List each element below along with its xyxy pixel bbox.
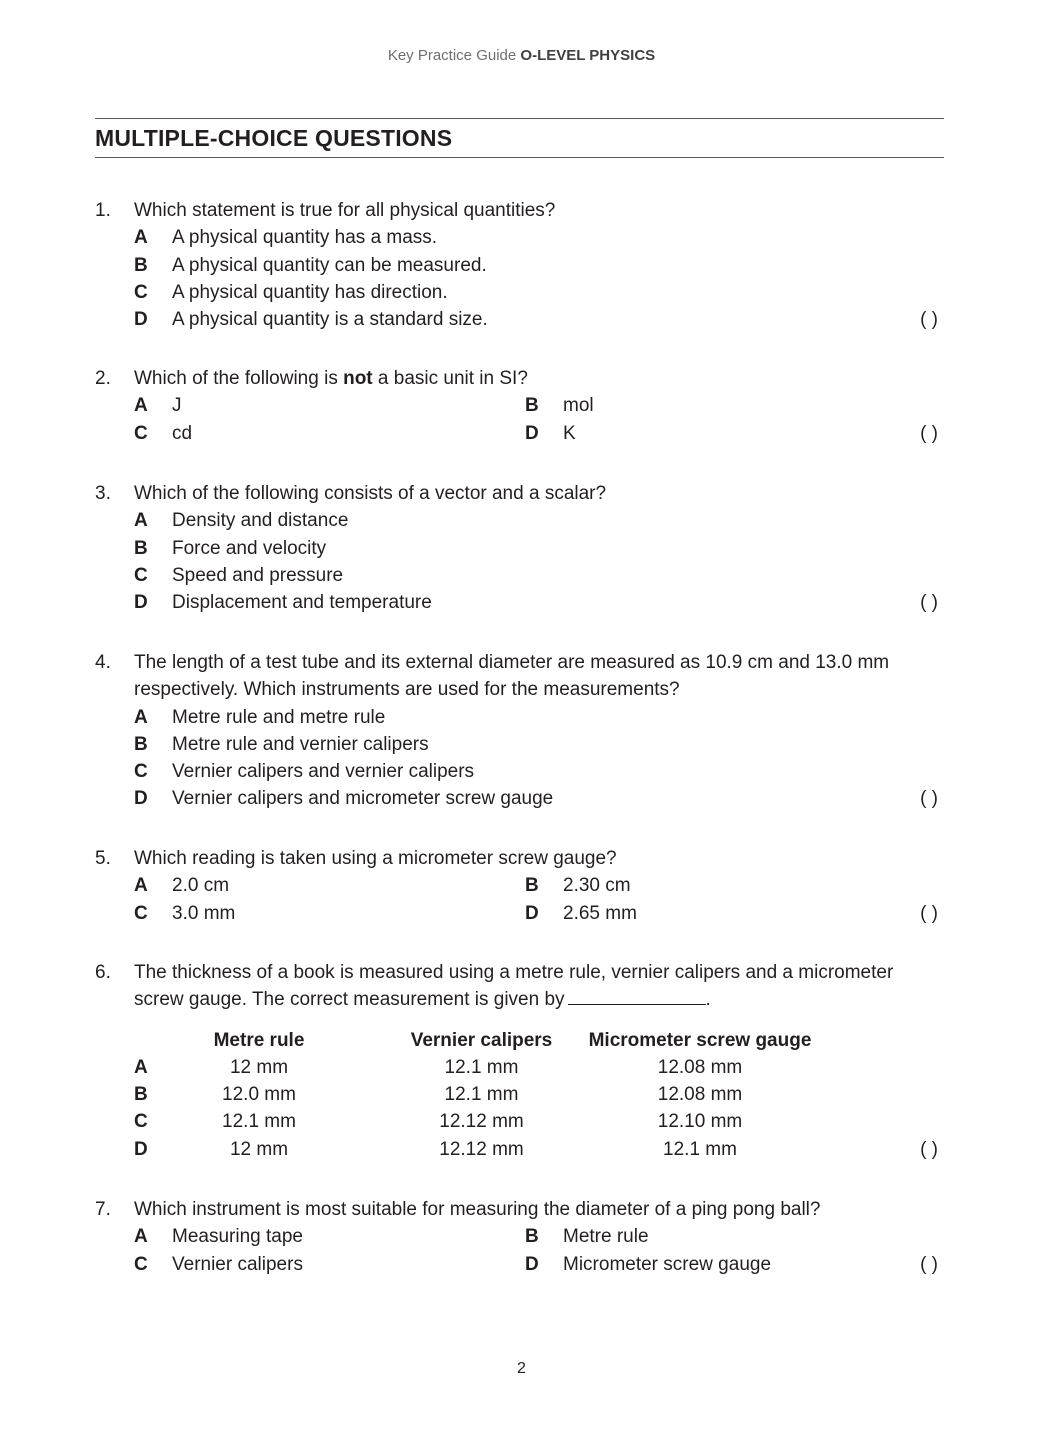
stem-emphasis: not (343, 368, 373, 389)
answer-bracket[interactable]: ( ) (920, 592, 938, 614)
option-row-ab (134, 1223, 944, 1250)
question-4 (95, 649, 944, 813)
option-letter: A (134, 1056, 148, 1078)
option-text: cd (172, 422, 193, 444)
column-header-metre-rule: Metre rule (213, 1029, 305, 1051)
option-text: 3.0 mm (172, 902, 236, 924)
table-cell: 12.1 mm (663, 1138, 737, 1160)
option-text: Micrometer screw gauge (563, 1253, 772, 1275)
option-text: 2.30 cm (563, 875, 631, 897)
table-cell: 12.1 mm (222, 1111, 296, 1133)
option-letter: A (134, 395, 148, 417)
table-cell: 12.10 mm (657, 1111, 743, 1133)
question-number: 1. (95, 200, 111, 221)
answer-bracket[interactable]: ( ) (920, 422, 938, 444)
option-row-ab (134, 872, 944, 899)
question-stem-line-2: screw gauge. The correct measurement is given by . (134, 986, 944, 1013)
question-number: 5. (95, 848, 111, 869)
option-letter: C (134, 1111, 148, 1133)
option-text: Displacement and temperature (172, 592, 432, 614)
option-letter: C (134, 761, 148, 783)
question-stem-line-2: respectively. Which instruments are used for the measurements? (134, 679, 680, 701)
option-letter: A (134, 706, 148, 728)
option-text: Vernier calipers and micrometer screw gauge (172, 788, 554, 810)
table-row (134, 1054, 944, 1081)
section-title: MULTIPLE-CHOICE QUESTIONS (95, 118, 944, 158)
table-cell: 12.12 mm (439, 1138, 524, 1160)
question-number: 2. (95, 368, 111, 389)
option-letter: D (134, 1138, 148, 1160)
option-letter: D (525, 422, 539, 444)
option-d (134, 785, 944, 812)
option-text: A physical quantity is a standard size. (172, 309, 488, 331)
table-row (134, 1136, 944, 1163)
option-text: Vernier calipers and vernier calipers (172, 761, 475, 783)
option-letter: D (134, 309, 148, 331)
option-text: mol (563, 395, 594, 417)
option-b (134, 535, 944, 562)
option-c (134, 562, 944, 589)
option-text: Metre rule and metre rule (172, 706, 386, 728)
option-d (134, 589, 944, 616)
stem-text: a basic unit in SI? (372, 368, 528, 389)
option-letter: B (525, 1226, 539, 1248)
question-number: 6. (95, 962, 111, 983)
header-prefix: Key Practice Guide (387, 47, 517, 64)
option-text: Speed and pressure (172, 564, 344, 586)
table-cell: 12.12 mm (439, 1111, 524, 1133)
option-row-cd (134, 900, 944, 927)
option-b (134, 252, 944, 279)
question-1 (95, 197, 944, 333)
header-title: O-LEVEL PHYSICS (520, 47, 656, 64)
option-letter: B (525, 395, 539, 417)
question-number: 3. (95, 483, 111, 504)
option-text: Metre rule (563, 1226, 649, 1248)
option-letter: C (134, 564, 148, 586)
table-cell: 12.0 mm (222, 1084, 296, 1106)
answer-bracket[interactable]: ( ) (920, 1138, 938, 1160)
option-text: K (563, 422, 576, 444)
option-text: A physical quantity can be measured. (172, 254, 487, 276)
option-letter: D (525, 902, 539, 924)
option-text: Measuring tape (172, 1226, 303, 1248)
question-3 (95, 480, 944, 616)
option-a (134, 704, 944, 731)
option-letter: D (134, 592, 148, 614)
option-a (134, 224, 944, 251)
option-b (134, 731, 944, 758)
question-number: 4. (95, 652, 111, 673)
question-stem-line-1: The thickness of a book is measured using a metre rule, vernier calipers and a micrometer (134, 962, 894, 983)
page-number: 2 (517, 1360, 526, 1377)
question-number: 7. (95, 1199, 111, 1220)
option-c (134, 279, 944, 306)
option-letter: A (134, 1226, 148, 1248)
question-7 (95, 1196, 944, 1278)
option-letter: A (134, 227, 148, 249)
column-header-micrometer: Micrometer screw gauge (588, 1029, 812, 1051)
option-letter: B (134, 537, 148, 559)
option-c (134, 758, 944, 785)
stem-text: screw gauge. The correct measurement is given by (134, 989, 565, 1011)
option-row-cd (134, 420, 944, 447)
table-cell: 12.1 mm (444, 1084, 519, 1106)
option-a (134, 507, 944, 534)
option-text: Density and distance (172, 510, 349, 532)
question-stem: Which reading is taken using a micrometer screw gauge? (134, 848, 617, 869)
question-stem (134, 365, 944, 392)
table-header (134, 1027, 944, 1054)
option-letter: B (134, 1084, 148, 1106)
question-5 (95, 845, 944, 927)
answer-bracket[interactable]: ( ) (920, 309, 938, 331)
option-row-cd (134, 1251, 944, 1278)
option-letter: B (134, 254, 148, 276)
answer-bracket[interactable]: ( ) (920, 788, 938, 810)
question-stem: Which instrument is most suitable for measuring the diameter of a ping pong ball? (134, 1199, 821, 1220)
option-text: Force and velocity (172, 537, 327, 559)
column-header-vernier-calipers: Vernier calipers (410, 1029, 553, 1051)
option-letter: C (134, 1253, 148, 1275)
option-letter: C (134, 281, 148, 303)
answer-bracket[interactable]: ( ) (920, 1253, 938, 1275)
table-cell: 12.1 mm (444, 1056, 519, 1078)
option-text: 2.65 mm (563, 902, 637, 924)
option-d (134, 306, 944, 333)
table-cell: 12 mm (229, 1138, 289, 1160)
table-cell: 12.08 mm (657, 1084, 743, 1106)
option-text: 2.0 cm (172, 875, 230, 897)
option-letter: B (134, 733, 148, 755)
table-cell: 12 mm (229, 1056, 289, 1078)
option-text: A physical quantity has a mass. (172, 227, 438, 249)
question-2 (95, 365, 944, 447)
option-text: A physical quantity has direction. (172, 281, 448, 303)
option-letter: A (134, 875, 148, 897)
question-6 (95, 959, 944, 1163)
answer-bracket[interactable]: ( ) (920, 902, 938, 924)
option-letter: C (134, 902, 148, 924)
running-header (0, 47, 1043, 64)
table-cell: 12.08 mm (657, 1056, 743, 1078)
table-row (134, 1108, 944, 1135)
option-letter: D (134, 788, 148, 810)
stem-text: Which of the following is (134, 368, 344, 389)
option-letter: A (134, 510, 148, 532)
option-letter: D (525, 1253, 539, 1275)
question-stem-line-1: The length of a test tube and its external diameter are measured as 10.9 cm and 13.0 mm (134, 652, 890, 673)
option-text: Metre rule and vernier calipers (172, 733, 429, 755)
question-stem: Which statement is true for all physical quantities? (134, 200, 556, 221)
option-letter: B (525, 875, 539, 897)
option-text: Vernier calipers (172, 1253, 303, 1275)
option-text: J (172, 395, 182, 417)
answer-blank[interactable] (568, 986, 706, 1005)
option-row-ab (134, 392, 944, 419)
question-stem: Which of the following consists of a vector and a scalar? (134, 483, 607, 504)
table-row (134, 1081, 944, 1108)
option-letter: C (134, 422, 148, 444)
